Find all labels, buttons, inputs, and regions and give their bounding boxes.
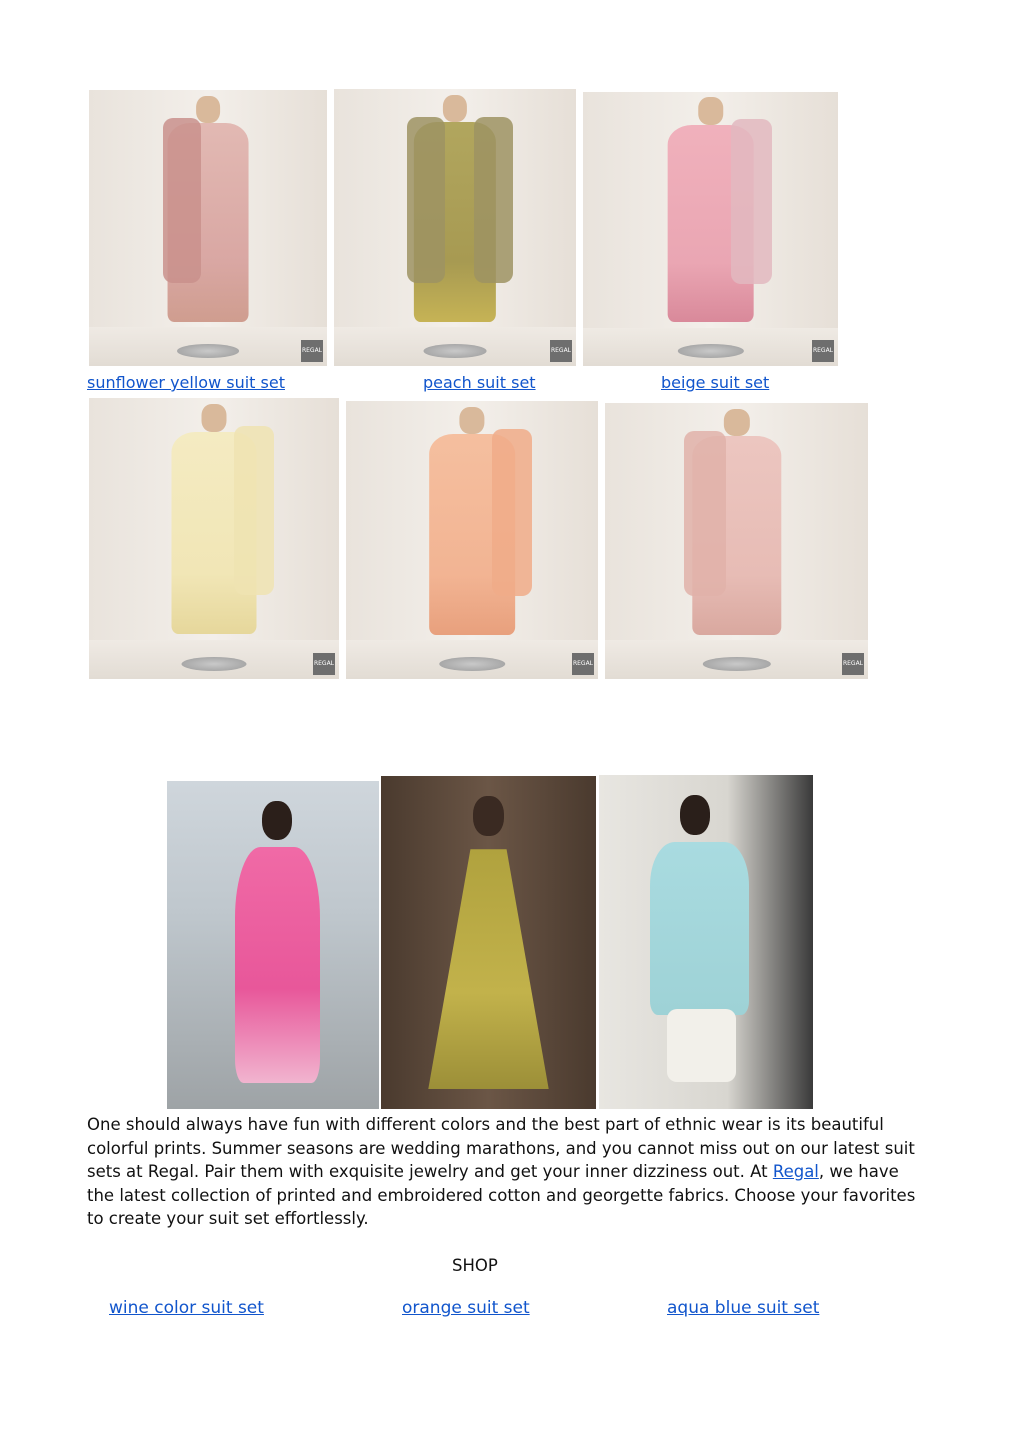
product-image-cream-suit[interactable] <box>89 398 339 679</box>
dupatta <box>492 429 532 596</box>
regal-watermark: REGAL <box>313 653 335 675</box>
link-aqua-blue-suit-set[interactable]: aqua blue suit set <box>667 1298 820 1318</box>
dupatta <box>407 117 446 283</box>
link-beige-suit-set[interactable]: beige suit set <box>661 373 770 392</box>
mannequin-head <box>196 96 220 124</box>
dupatta <box>731 119 772 283</box>
product-image-orange-suit[interactable] <box>346 401 598 679</box>
paragraph-text-end: , we have the latest collection of printed and embroidered cotton and georgette fabrics. Choose your favorites to create your suit set effortlessly. <box>87 1162 916 1229</box>
regal-watermark: REGAL <box>301 340 323 362</box>
mannequin-head <box>459 407 484 435</box>
head <box>680 795 710 835</box>
salwar <box>667 1009 735 1082</box>
pink-suit-figure <box>235 847 320 1083</box>
dupatta <box>474 117 513 283</box>
yellow-suit-figure <box>428 849 548 1089</box>
dupatta <box>684 431 726 597</box>
shop-heading: SHOP <box>452 1256 498 1275</box>
mannequin-stand <box>702 657 770 671</box>
description-paragraph <box>87 1113 927 1231</box>
product-image-wine-suit[interactable] <box>605 403 868 679</box>
link-peach-suit-set[interactable]: peach suit set <box>423 373 536 392</box>
regal-watermark: REGAL <box>842 653 864 675</box>
mannequin-stand <box>424 344 487 358</box>
link-orange-suit-set[interactable]: orange suit set <box>402 1298 530 1318</box>
celebrity-photo-aqua-suit <box>599 775 813 1109</box>
product-image-sunflower-suit[interactable] <box>89 90 327 366</box>
celebrity-photo-yellow-suit <box>381 776 596 1109</box>
mannequin-head <box>723 409 749 437</box>
regal-watermark: REGAL <box>550 340 572 362</box>
product-image-beige-suit[interactable] <box>583 92 838 366</box>
dupatta <box>234 426 274 595</box>
mannequin-head <box>202 404 227 432</box>
celebrity-photo-pink-suit <box>167 781 379 1109</box>
link-sunflower-yellow-suit-set[interactable]: sunflower yellow suit set <box>87 373 285 392</box>
product-image-peach-suit[interactable] <box>334 89 576 366</box>
mannequin-stand <box>677 344 743 358</box>
mannequin-stand <box>177 344 239 358</box>
head <box>262 801 292 840</box>
regal-link[interactable]: Regal <box>772 1162 819 1182</box>
regal-watermark: REGAL <box>812 340 834 362</box>
mannequin-head <box>698 97 724 124</box>
mannequin-stand <box>182 657 247 671</box>
head <box>473 796 503 836</box>
dupatta <box>163 118 201 284</box>
aqua-suit-figure <box>650 842 748 1016</box>
paragraph-text-start: One should always have fun with different colors and the best part of ethnic wear is its beautiful colorful prints. Summer seasons are wedding marathons, and you cannot miss out on our latest suit sets at Regal. Pair them with exquisite jewelry and get your inner dizziness out. At <box>87 1115 915 1182</box>
regal-watermark: REGAL <box>572 653 594 675</box>
mannequin-head <box>443 95 467 123</box>
link-wine-color-suit-set[interactable]: wine color suit set <box>109 1298 264 1318</box>
mannequin-stand <box>439 657 505 671</box>
